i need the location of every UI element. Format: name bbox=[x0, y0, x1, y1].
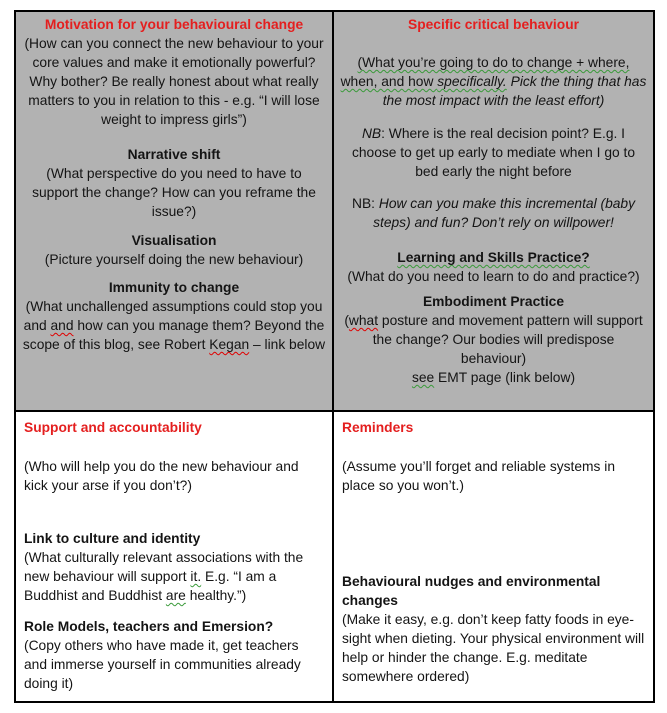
paragraph bbox=[24, 548, 324, 605]
text-run: E.g. “I am a Buddhist and Buddhist bbox=[24, 569, 277, 603]
text-run: (How can you connect the new behaviour to your core values and make it emotionally powerful? Why bother? Be really honest about what really matters to you in relation to this - e.g. “I will lose weight to impress girls”) bbox=[24, 36, 324, 127]
paragraph bbox=[340, 267, 647, 286]
paragraph bbox=[340, 311, 647, 368]
text-run: (Make it easy, e.g. don’t keep fatty foods in eye-sight when dieting. Your physical environment will help or hinder the change. E.g. meditate somewhere ordered) bbox=[342, 612, 645, 684]
subheading bbox=[24, 529, 324, 548]
paragraph bbox=[342, 457, 645, 495]
text-run: Narrative shift bbox=[127, 147, 221, 162]
paragraph bbox=[340, 194, 647, 232]
text-run: (Picture yourself doing the new behaviour) bbox=[44, 252, 304, 267]
text-run: (Copy others who have made it, get teachers and immerse yourself in communities already doing it) bbox=[24, 638, 301, 691]
paragraph bbox=[22, 297, 326, 354]
text-run: (Assume you’ll forget and reliable systems in place so you won’t.) bbox=[342, 459, 615, 493]
behaviour-change-table bbox=[14, 10, 655, 703]
text-run: Link to culture and identity bbox=[24, 531, 201, 546]
paragraph bbox=[340, 53, 647, 110]
text-run: (Who will help you do the new behaviour and kick your arse if you don’t?) bbox=[24, 459, 299, 493]
paragraph bbox=[24, 457, 324, 495]
text-run: NB: bbox=[352, 196, 379, 211]
heading-text: Specific critical behaviour bbox=[408, 17, 579, 32]
text-run: How can you make this incremental (baby steps) and fun? Don’t rely on willpower! bbox=[373, 196, 635, 230]
grammar-flagged-text: specifically. bbox=[437, 74, 507, 89]
text-run: (What do you need to learn to do and practice?) bbox=[347, 269, 640, 284]
text-run: – link below bbox=[249, 337, 326, 352]
cell-specific-critical-behaviour bbox=[334, 12, 653, 412]
paragraph bbox=[24, 636, 324, 693]
paragraph bbox=[22, 164, 326, 221]
paragraph bbox=[342, 610, 645, 686]
subheading bbox=[22, 231, 326, 250]
text-run: Role Models, teachers and Emersion? bbox=[24, 619, 274, 634]
text-run: EMT page (link below) bbox=[434, 370, 576, 385]
section-heading bbox=[22, 15, 326, 34]
heading-text: Support and accountability bbox=[24, 420, 202, 435]
paragraph bbox=[340, 124, 647, 181]
section-heading bbox=[24, 418, 324, 437]
text-run: Pick the thing that has the most impact with the least effort) bbox=[382, 74, 647, 108]
text-run: Visualisation bbox=[131, 233, 217, 248]
text-run: : Where is the real decision point? E.g. I choose to get up early to mediate when I go to bed early the night before bbox=[351, 126, 636, 179]
text-run: (What culturally relevant associations with the new behaviour will support bbox=[24, 550, 304, 584]
text-run: Embodiment Practice bbox=[422, 294, 565, 309]
spellcheck-flagged-text: Kegan bbox=[209, 337, 250, 352]
section-heading bbox=[340, 15, 647, 34]
heading-text: Reminders bbox=[342, 420, 414, 435]
text-run: Immunity to change bbox=[108, 280, 240, 295]
grammar-flagged-text: are bbox=[165, 588, 186, 603]
text-run: Behavioural nudges and environmental changes bbox=[342, 574, 601, 608]
subheading bbox=[22, 278, 326, 297]
subheading bbox=[342, 572, 645, 610]
heading-text: Motivation for your behavioural change bbox=[44, 17, 304, 32]
text-run: (What unchallenged assumptions could stop you and bbox=[23, 299, 323, 333]
cell-motivation bbox=[16, 12, 334, 412]
paragraph bbox=[340, 368, 647, 387]
grammar-flagged-text: Learning and Skills Practice? bbox=[397, 250, 590, 265]
subheading bbox=[340, 248, 647, 267]
paragraph bbox=[22, 250, 326, 269]
grammar-flagged-text: it. bbox=[190, 569, 202, 584]
text-run: healthy.”) bbox=[185, 588, 247, 603]
spellcheck-flagged-text: and bbox=[50, 318, 74, 333]
section-heading bbox=[342, 418, 645, 437]
subheading bbox=[24, 617, 324, 636]
cell-reminders bbox=[334, 412, 653, 701]
paragraph bbox=[22, 34, 326, 129]
text-run: ( bbox=[344, 313, 349, 328]
text-run: how can you manage them? Beyond the scope of this blog, see Robert bbox=[22, 318, 325, 352]
subheading bbox=[22, 145, 326, 164]
grammar-flagged-text: see bbox=[411, 370, 435, 385]
text-run: NB bbox=[361, 126, 382, 141]
text-run: posture and movement pattern will support the change? Our bodies will predispose behaviour) bbox=[372, 313, 643, 366]
text-run: (What perspective do you need to have to support the change? How can you reframe the issue?) bbox=[32, 166, 316, 219]
grammar-flagged-text: (What you’re going to do to change + where, when, and how bbox=[340, 55, 630, 89]
subheading bbox=[340, 292, 647, 311]
spellcheck-flagged-text: what bbox=[348, 313, 379, 328]
cell-support-and-accountability bbox=[16, 412, 334, 701]
